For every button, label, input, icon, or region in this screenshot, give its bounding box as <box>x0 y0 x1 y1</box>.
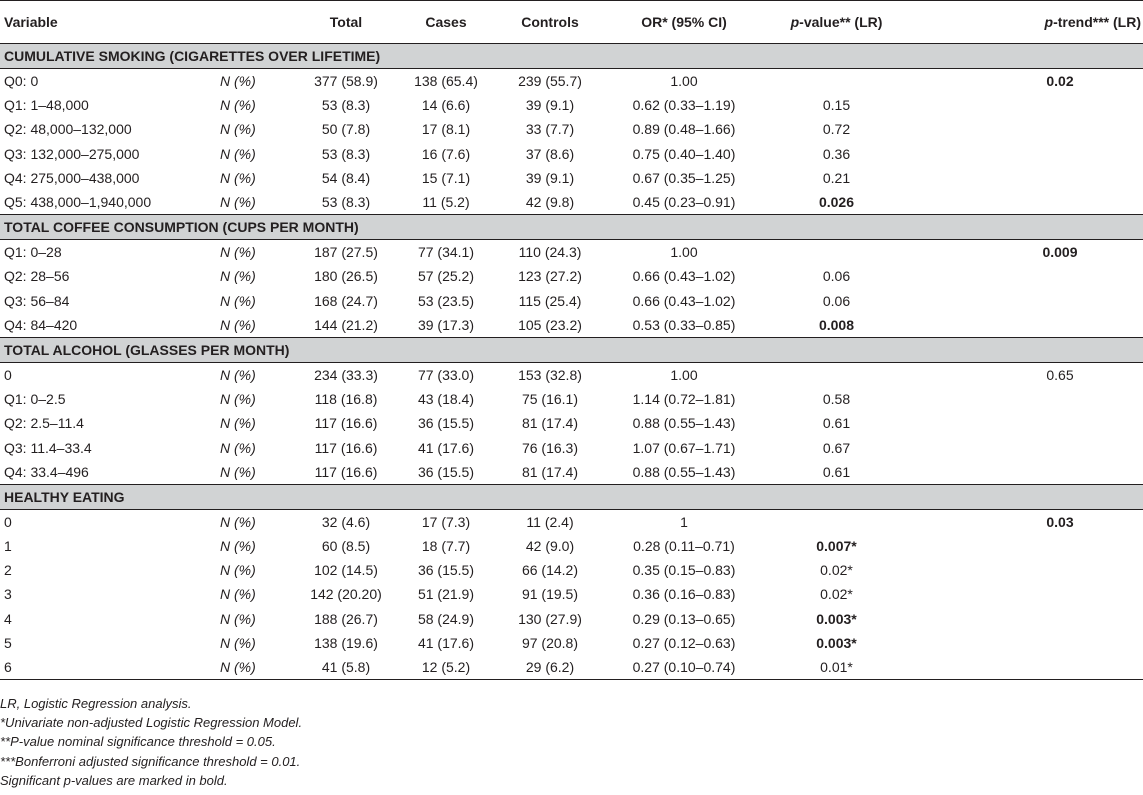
cases-cell: 77 (34.1) <box>417 244 475 261</box>
ptrend-cell <box>909 190 1143 215</box>
row-unit: N (%) <box>220 610 256 627</box>
or-cell: 0.53 (0.33–0.85) <box>632 316 736 333</box>
row-unit: N (%) <box>220 513 256 530</box>
table-row <box>0 607 1143 631</box>
row-unit: N (%) <box>220 586 256 603</box>
total-cell: 234 (33.3) <box>314 366 378 383</box>
total-cell: 117 (16.6) <box>314 415 378 432</box>
pvalue-cell: 0.67 <box>822 439 851 456</box>
cases-cell: 36 (15.5) <box>417 562 475 579</box>
controls-cell: 130 (27.9) <box>518 610 582 627</box>
row-label: Q1: 1–48,000 <box>4 97 89 114</box>
total-cell: 144 (21.2) <box>314 316 378 333</box>
table-row <box>0 435 1143 459</box>
table-body <box>0 44 1143 680</box>
pvalue-cell: 0.06 <box>822 268 851 285</box>
row-label: Q4: 33.4–496 <box>4 463 89 480</box>
controls-cell: 11 (2.4) <box>526 513 574 530</box>
controls-cell: 75 (16.1) <box>521 391 579 408</box>
row-label: 3 <box>4 586 12 603</box>
ptrend-cell <box>909 313 1143 338</box>
row-label: Q2: 48,000–132,000 <box>4 121 132 138</box>
header-row <box>0 1 1143 44</box>
pvalue-cell <box>764 69 909 94</box>
or-cell: 0.36 (0.16–0.83) <box>632 586 736 603</box>
header-pvalue <box>764 1 909 44</box>
pvalue-cell: 0.72 <box>822 121 851 138</box>
controls-cell: 37 (8.6) <box>525 145 575 162</box>
cases-cell: 17 (7.3) <box>421 513 471 530</box>
or-cell: 1.14 (0.72–1.81) <box>632 391 736 408</box>
controls-cell: 29 (6.2) <box>496 655 604 680</box>
row-unit: N (%) <box>220 439 256 456</box>
cases-cell: 77 (33.0) <box>417 366 475 383</box>
ptrend-cell <box>909 387 1143 411</box>
pvalue-cell <box>764 240 909 265</box>
ptrend-cell: 0.02 <box>1046 73 1074 90</box>
table-row <box>0 534 1143 558</box>
pvalue-cell: 0.21 <box>822 169 851 186</box>
cases-cell: 39 (17.3) <box>417 316 475 333</box>
table-row <box>0 387 1143 411</box>
row-unit: N (%) <box>220 562 256 579</box>
total-cell: 138 (19.6) <box>314 634 378 651</box>
pvalue-cell: 0.008 <box>818 316 855 333</box>
header-cases: Cases <box>396 1 496 44</box>
footnotes <box>0 694 302 790</box>
section-title: CUMULATIVE SMOKING (CIGARETTES OVER LIFETIME) <box>0 44 1143 69</box>
cases-cell: 12 (5.2) <box>396 655 496 680</box>
cases-cell: 43 (18.4) <box>417 391 475 408</box>
controls-cell: 42 (9.0) <box>525 538 575 555</box>
total-cell: 188 (26.7) <box>314 610 378 627</box>
row-label: Q2: 28–56 <box>4 268 70 285</box>
table-row <box>0 582 1143 606</box>
row-label: 2 <box>4 562 12 579</box>
row-label: 0 <box>4 513 12 530</box>
row-unit: N (%) <box>220 121 256 138</box>
or-cell: 0.27 (0.12–0.63) <box>632 634 736 651</box>
ptrend-cell <box>909 655 1143 680</box>
table-row <box>0 362 1143 387</box>
pvalue-cell: 0.026 <box>818 194 855 211</box>
row-unit: N (%) <box>220 73 256 90</box>
ptrend-cell <box>909 411 1143 435</box>
total-cell: 118 (16.8) <box>314 391 378 408</box>
table-row <box>0 411 1143 435</box>
row-label: 1 <box>4 538 12 555</box>
pvalue-cell: 0.61 <box>822 463 851 480</box>
table-row <box>0 264 1143 288</box>
table-row <box>0 558 1143 582</box>
pvalue-cell <box>764 362 909 387</box>
table-row <box>0 69 1143 94</box>
cases-cell: 18 (7.7) <box>421 538 471 555</box>
cases-cell: 51 (21.9) <box>417 586 475 603</box>
cases-cell: 11 (5.2) <box>422 194 470 211</box>
row-label: 0 <box>4 366 12 383</box>
row-unit: N (%) <box>220 538 256 555</box>
or-cell: 1.00 <box>670 366 698 383</box>
row-label: 4 <box>4 610 12 627</box>
table-row <box>0 190 1143 215</box>
or-cell: 0.88 (0.55–1.43) <box>632 415 736 432</box>
cases-cell: 138 (65.4) <box>414 73 478 90</box>
cases-cell: 41 (17.6) <box>417 634 475 651</box>
section-title: HEALTHY EATING <box>0 484 1143 509</box>
or-cell: 0.89 (0.48–1.66) <box>632 121 736 138</box>
or-cell: 0.75 (0.40–1.40) <box>632 145 736 162</box>
cases-cell: 41 (17.6) <box>417 439 475 456</box>
total-cell: 102 (14.5) <box>314 562 378 579</box>
row-unit: N (%) <box>220 634 256 651</box>
controls-cell: 105 (23.2) <box>518 316 582 333</box>
or-cell: 0.67 (0.35–1.25) <box>632 169 736 186</box>
row-label: 5 <box>4 634 12 651</box>
row-unit: N (%) <box>220 463 256 480</box>
or-cell: 1.00 <box>670 73 698 90</box>
footnote: **P-value nominal significance threshold = 0.05. <box>0 734 276 750</box>
ptrend-cell <box>909 631 1143 655</box>
or-cell: 0.27 (0.10–0.74) <box>604 655 764 680</box>
header-total: Total <box>296 1 396 44</box>
row-unit: N (%) <box>220 268 256 285</box>
total-cell: 53 (8.3) <box>321 194 371 211</box>
row-label: Q1: 0–2.5 <box>4 391 66 408</box>
cases-cell: 36 (15.5) <box>417 415 475 432</box>
header-pvalue-rest: -value** (LR) <box>799 14 883 30</box>
total-cell: 54 (8.4) <box>321 169 371 186</box>
pvalue-cell: 0.36 <box>822 145 851 162</box>
row-unit: N (%) <box>218 655 296 680</box>
controls-cell: 123 (27.2) <box>518 268 582 285</box>
section-header <box>0 44 1143 69</box>
controls-cell: 39 (9.1) <box>525 169 575 186</box>
header-ptrend-italic: p <box>1044 14 1054 30</box>
row-unit: N (%) <box>220 145 256 162</box>
header-variable: Variable <box>0 1 218 44</box>
pvalue-cell: 0.003* <box>816 634 857 651</box>
table-row <box>0 655 1143 680</box>
total-cell: 187 (27.5) <box>314 244 378 261</box>
cases-cell: 53 (23.5) <box>417 292 475 309</box>
header-or: OR* (95% CI) <box>604 1 764 44</box>
controls-cell: 97 (20.8) <box>521 634 579 651</box>
controls-cell: 239 (55.7) <box>518 73 582 90</box>
ptrend-cell <box>909 289 1143 313</box>
or-cell: 1.07 (0.67–1.71) <box>632 439 736 456</box>
or-cell: 0.66 (0.43–1.02) <box>632 292 736 309</box>
row-unit: N (%) <box>220 244 256 261</box>
or-cell: 1 <box>680 513 688 530</box>
header-controls: Controls <box>496 1 604 44</box>
section-title: TOTAL ALCOHOL (GLASSES PER MONTH) <box>0 337 1143 362</box>
row-unit: N (%) <box>220 194 256 211</box>
ptrend-cell <box>909 264 1143 288</box>
footnote: Significant p-values are marked in bold. <box>0 772 228 788</box>
total-cell: 60 (8.5) <box>321 538 371 555</box>
total-cell: 53 (8.3) <box>321 97 371 114</box>
or-cell: 0.88 (0.55–1.43) <box>632 463 736 480</box>
row-label: Q5: 438,000–1,940,000 <box>4 194 152 211</box>
cases-cell: 17 (8.1) <box>421 121 471 138</box>
controls-cell: 110 (24.3) <box>518 244 582 261</box>
table-row <box>0 117 1143 141</box>
section-header <box>0 484 1143 509</box>
ptrend-cell <box>909 582 1143 606</box>
cases-cell: 57 (25.2) <box>417 268 475 285</box>
table-row <box>0 93 1143 117</box>
section-header <box>0 337 1143 362</box>
row-unit: N (%) <box>220 292 256 309</box>
row-unit: N (%) <box>220 415 256 432</box>
controls-cell: 153 (32.8) <box>518 366 582 383</box>
controls-cell: 76 (16.3) <box>521 439 579 456</box>
footnote: LR, Logistic Regression analysis. <box>0 696 192 711</box>
pvalue-cell: 0.58 <box>822 391 851 408</box>
ptrend-cell: 0.009 <box>1042 244 1078 261</box>
total-cell: 117 (16.6) <box>314 463 378 480</box>
pvalue-cell <box>764 509 909 534</box>
row-unit: N (%) <box>220 366 256 383</box>
pvalue-cell: 0.61 <box>822 415 851 432</box>
total-cell: 142 (20.20) <box>310 586 382 603</box>
row-label: Q2: 2.5–11.4 <box>4 415 84 432</box>
controls-cell: 81 (17.4) <box>521 463 579 480</box>
or-cell: 0.45 (0.23–0.91) <box>632 194 736 211</box>
header-unit <box>218 1 296 44</box>
total-cell: 41 (5.8) <box>296 655 396 680</box>
total-cell: 117 (16.6) <box>314 439 378 456</box>
ptrend-cell: 0.03 <box>1046 513 1074 530</box>
pvalue-cell: 0.003* <box>816 610 857 627</box>
ptrend-cell <box>909 558 1143 582</box>
row-unit: N (%) <box>220 316 256 333</box>
total-cell: 180 (26.5) <box>314 268 378 285</box>
cases-cell: 16 (7.6) <box>421 145 471 162</box>
table-row <box>0 142 1143 166</box>
pvalue-cell: 0.02* <box>820 586 853 603</box>
row-unit: N (%) <box>220 169 256 186</box>
section-header <box>0 215 1143 240</box>
row-label: Q4: 275,000–438,000 <box>4 169 140 186</box>
controls-cell: 39 (9.1) <box>525 97 575 114</box>
controls-cell: 81 (17.4) <box>521 415 579 432</box>
cases-cell: 15 (7.1) <box>421 169 471 186</box>
header-pvalue-italic: p <box>790 14 800 30</box>
or-cell: 0.35 (0.15–0.83) <box>632 562 736 579</box>
pvalue-cell: 0.02* <box>820 562 853 579</box>
controls-cell: 42 (9.8) <box>525 194 575 211</box>
footnote: *Univariate non-adjusted Logistic Regression Model. <box>0 715 303 731</box>
total-cell: 168 (24.7) <box>314 292 378 309</box>
header-ptrend-rest: -trend*** (LR) <box>1053 14 1141 30</box>
or-cell: 1.00 <box>670 244 698 261</box>
table-row <box>0 460 1143 485</box>
cases-cell: 14 (6.6) <box>421 97 471 114</box>
ptrend-cell <box>909 166 1143 190</box>
ptrend-cell <box>909 117 1143 141</box>
row-label: Q1: 0–28 <box>4 244 62 261</box>
ptrend-cell: 0.65 <box>1046 366 1074 383</box>
table-row <box>0 240 1143 265</box>
total-cell: 53 (8.3) <box>321 145 371 162</box>
controls-cell: 91 (19.5) <box>521 586 579 603</box>
or-cell: 0.62 (0.33–1.19) <box>632 97 736 114</box>
table-row <box>0 631 1143 655</box>
cases-cell: 36 (15.5) <box>417 463 475 480</box>
row-unit: N (%) <box>220 97 256 114</box>
ptrend-cell <box>909 607 1143 631</box>
table-row <box>0 166 1143 190</box>
section-title: TOTAL COFFEE CONSUMPTION (CUPS PER MONTH) <box>0 215 1143 240</box>
total-cell: 377 (58.9) <box>314 73 378 90</box>
or-cell: 0.66 (0.43–1.02) <box>632 268 736 285</box>
total-cell: 50 (7.8) <box>321 121 371 138</box>
row-label: Q4: 84–420 <box>4 316 78 333</box>
ptrend-cell <box>909 142 1143 166</box>
total-cell: 32 (4.6) <box>321 513 371 530</box>
pvalue-cell: 0.01* <box>764 655 909 680</box>
row-label: Q0: 0 <box>4 73 39 90</box>
ptrend-cell <box>909 435 1143 459</box>
footnote: ***Bonferroni adjusted significance threshold = 0.01. <box>0 753 301 769</box>
ptrend-cell <box>909 93 1143 117</box>
cases-cell: 58 (24.9) <box>417 610 475 627</box>
or-cell: 0.28 (0.11–0.71) <box>633 538 735 555</box>
controls-cell: 66 (14.2) <box>521 562 579 579</box>
pvalue-cell: 0.15 <box>822 97 851 114</box>
ptrend-cell <box>909 534 1143 558</box>
ptrend-cell <box>909 460 1143 485</box>
pvalue-cell: 0.06 <box>822 292 851 309</box>
or-cell: 0.29 (0.13–0.65) <box>632 610 736 627</box>
controls-cell: 115 (25.4) <box>518 292 582 309</box>
row-label: 6 <box>0 655 218 680</box>
table-row <box>0 289 1143 313</box>
row-unit: N (%) <box>220 391 256 408</box>
header-ptrend <box>909 1 1143 44</box>
pvalue-cell: 0.007* <box>816 538 857 555</box>
table-row <box>0 509 1143 534</box>
controls-cell: 33 (7.7) <box>525 121 575 138</box>
row-label: Q3: 132,000–275,000 <box>4 145 140 162</box>
row-label: Q3: 11.4–33.4 <box>4 439 92 456</box>
row-label: Q3: 56–84 <box>4 292 70 309</box>
table-row <box>0 313 1143 338</box>
